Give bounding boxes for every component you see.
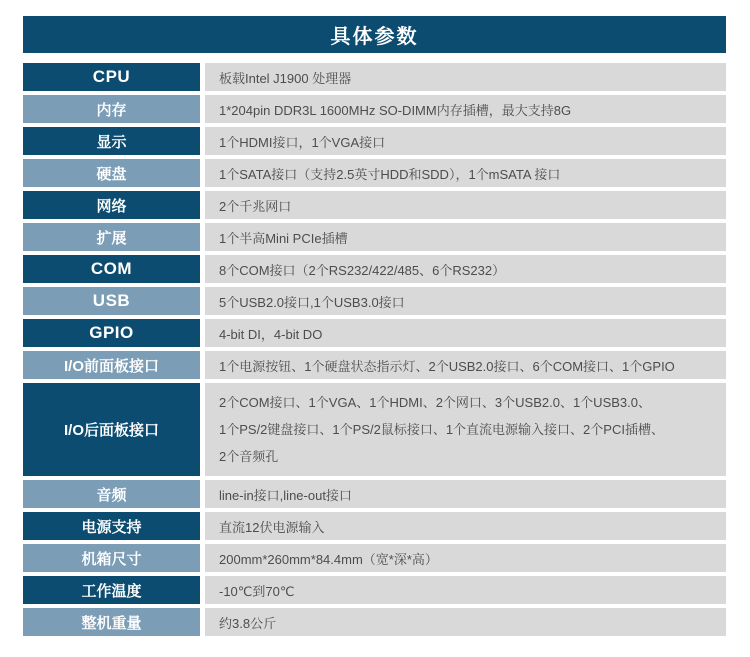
spec-value-line: 2个音频孔 <box>219 449 279 464</box>
spec-label: 音频 <box>23 480 200 508</box>
spec-label: 整机重量 <box>23 608 200 636</box>
spec-row-front-panel-io <box>23 351 726 379</box>
spec-row-storage <box>23 159 726 187</box>
spec-value: 1个电源按钮、1个硬盘状态指示灯、2个USB2.0接口、6个COM接口、1个GPIO <box>205 351 726 379</box>
spec-row-rear-panel-io <box>23 383 726 476</box>
section-title-bar <box>23 16 726 53</box>
spec-row-chassis-size <box>23 544 726 572</box>
spec-value: -10℃到70℃ <box>205 576 726 604</box>
spec-value: 4-bit DI，4-bit DO <box>205 319 726 347</box>
spec-table <box>23 63 726 636</box>
spec-value: line-in接口,line-out接口 <box>205 480 726 508</box>
spec-row-network <box>23 191 726 219</box>
spec-value: 2个千兆网口 <box>205 191 726 219</box>
spec-label: 扩展 <box>23 223 200 251</box>
spec-row-weight <box>23 608 726 636</box>
spec-row-expansion <box>23 223 726 251</box>
spec-value: 直流12伏电源输入 <box>205 512 726 540</box>
spec-value: 8个COM接口（2个RS232/422/485、6个RS232） <box>205 255 726 283</box>
spec-label: 硬盘 <box>23 159 200 187</box>
spec-row-cpu <box>23 63 726 91</box>
spec-value-line: 1个PS/2键盘接口、1个PS/2鼠标接口、1个直流电源输入接口、2个PCI插槽、 <box>219 422 664 437</box>
spec-label: I/O后面板接口 <box>23 383 200 476</box>
spec-row-display <box>23 127 726 155</box>
spec-label: GPIO <box>23 319 200 347</box>
spec-label: I/O前面板接口 <box>23 351 200 379</box>
spec-row-usb <box>23 287 726 315</box>
spec-value: 200mm*260mm*84.4mm（宽*深*高） <box>205 544 726 572</box>
section-title: 具体参数 <box>330 26 419 48</box>
spec-value: 板载Intel J1900 处理器 <box>205 63 726 91</box>
spec-label: 内存 <box>23 95 200 123</box>
spec-label: 工作温度 <box>23 576 200 604</box>
spec-row-gpio <box>23 319 726 347</box>
spec-value-line: 2个COM接口、1个VGA、1个HDMI、2个网口、3个USB2.0、1个USB3.0、 <box>219 395 651 410</box>
spec-label: 机箱尺寸 <box>23 544 200 572</box>
spec-label: COM <box>23 255 200 283</box>
spec-label: 网络 <box>23 191 200 219</box>
spec-row-audio <box>23 480 726 508</box>
spec-value: 1个HDMI接口，1个VGA接口 <box>205 127 726 155</box>
spec-value: 1个SATA接口（支持2.5英寸HDD和SDD），1个mSATA 接口 <box>205 159 726 187</box>
spec-label: CPU <box>23 63 200 91</box>
spec-label: USB <box>23 287 200 315</box>
spec-row-power <box>23 512 726 540</box>
spec-value: 约3.8公斤 <box>205 608 726 636</box>
spec-value: 5个USB2.0接口,1个USB3.0接口 <box>205 287 726 315</box>
spec-label: 电源支持 <box>23 512 200 540</box>
spec-label: 显示 <box>23 127 200 155</box>
spec-value: 1个半高Mini PCIe插槽 <box>205 223 726 251</box>
spec-row-memory <box>23 95 726 123</box>
spec-row-operating-temp <box>23 576 726 604</box>
spec-value <box>205 383 726 476</box>
spec-row-com <box>23 255 726 283</box>
spec-value: 1*204pin DDR3L 1600MHz SO-DIMM内存插槽，最大支持8G <box>205 95 726 123</box>
